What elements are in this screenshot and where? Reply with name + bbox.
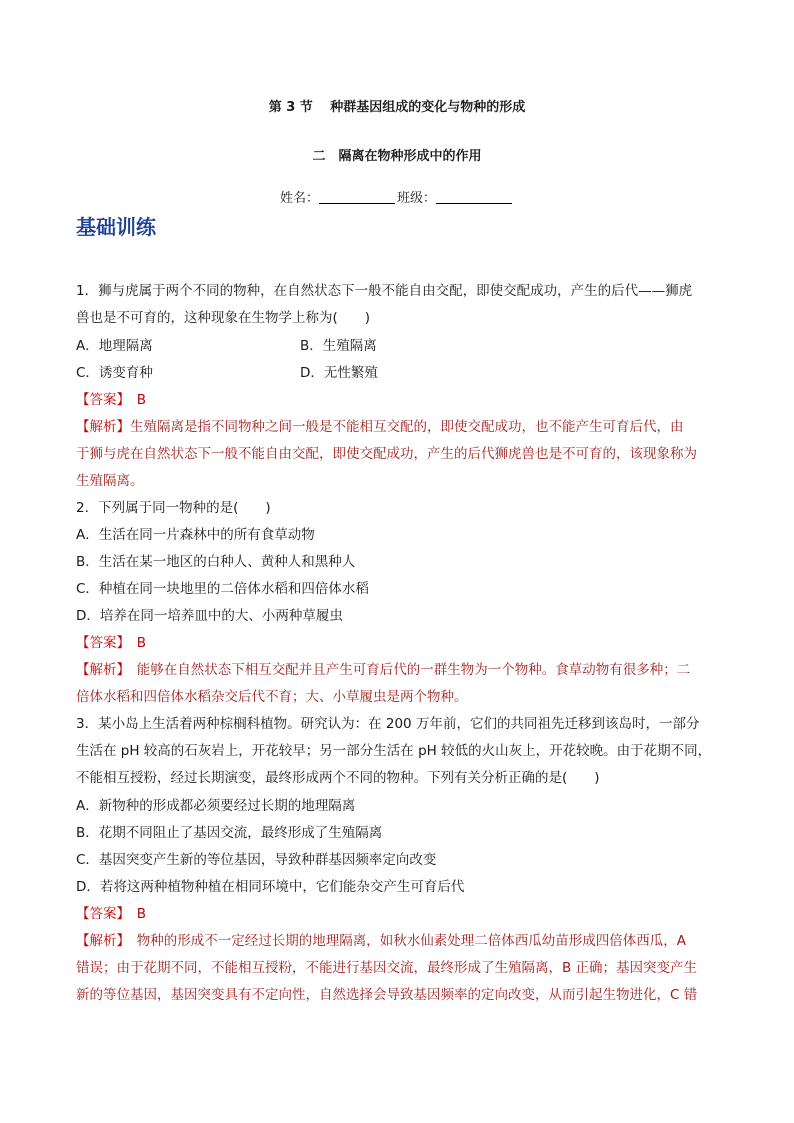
q3-option-c: C．基因突变产生新的等位基因，导致种群基因频率定向改变 [76, 852, 437, 868]
q3-option-a: A．新物种的形成都必须要经过长期的地理隔离 [76, 798, 356, 814]
q2-option-d: D．培养在同一培养皿中的大、小两种草履虫 [76, 608, 343, 624]
name-blank[interactable] [319, 191, 395, 204]
q3-analysis-text1: 物种的形成不一定经过长期的地理隔离，如秋水仙素处理二倍体西瓜幼苗形成四倍体西瓜，A [123, 933, 686, 949]
q2-option-b: B．生活在某一地区的白种人、黄种人和黑种人 [76, 554, 356, 570]
page-title: 第 3 节 种群基因组成的变化与物种的形成 [268, 100, 526, 115]
q2-answer-value: B [123, 635, 147, 651]
q3-answer [76, 905, 146, 923]
page-subtitle: 二 隔离在物种形成中的作用 [312, 149, 482, 164]
q1-answer [76, 391, 146, 409]
q3-stem-line2: 生活在 pH 较高的石灰岩上，开花较早；另一部分生活在 pH 较低的火山灰上，开花较晚。由于花期不同， [76, 743, 712, 759]
q1-answer-value: B [123, 392, 147, 408]
q2-analysis-line1 [76, 661, 690, 679]
q3-option-b: B．花期不同阻止了基因交流，最终形成了生殖隔离 [76, 825, 383, 841]
analysis-label: 【解析】 [76, 933, 124, 949]
answer-label: 【答案】 [76, 392, 124, 408]
q1-option-b: B．生殖隔离 [300, 338, 377, 354]
q2-analysis-line2: 倍体水稻和四倍体水稻杂交后代不育；大、小草履虫是两个物种。 [76, 689, 468, 705]
q3-option-d: D．若将这两种植物种植在相同环境中，它们能杂交产生可育后代 [76, 879, 465, 895]
q3-stem-line3: 不能相互授粉，经过长期演变，最终形成两个不同的物种。下列有关分析正确的是( ) [76, 770, 600, 786]
q2-option-a: A．生活在同一片森林中的所有食草动物 [76, 527, 315, 543]
q1-stem-line2: 兽也是不可育的，这种现象在生物学上称为( ) [76, 310, 371, 326]
q1-stem-line1: 1．狮与虎属于两个不同的物种，在自然状态下一般不能自由交配，即使交配成功，产生的后代——狮虎 [76, 283, 693, 299]
class-label: 班级： [397, 191, 437, 206]
q3-stem-line1: 3．某小岛上生活着两种棕榈科植物。研究认为：在 200 万年前，它们的共同祖先迁移到该岛时，一部分 [76, 716, 700, 732]
q1-option-a: A．地理隔离 [76, 338, 153, 354]
q1-analysis-line2: 于狮与虎在自然状态下一般不能自由交配，即使交配成功，产生的后代狮虎兽也是不可育的，该现象称为 [76, 446, 697, 462]
q2-option-c: C．种植在同一块地里的二倍体水稻和四倍体水稻 [76, 581, 369, 597]
q1-analysis-line1 [76, 418, 684, 436]
q2-analysis-text1: 能够在自然状态下相互交配并且产生可育后代的一群生物为一个物种。食草动物有很多种；二 [123, 662, 691, 678]
q3-analysis-line2: 错误；由于花期不同，不能相互授粉，不能进行基因交流，最终形成了生殖隔离，B 正确；基因突变产生 [76, 960, 698, 976]
analysis-label: 【解析】 [76, 419, 130, 435]
q1-option-c: C．诱变育种 [76, 365, 153, 381]
name-label: 姓名： [279, 191, 319, 206]
q2-answer [76, 634, 146, 652]
class-blank[interactable] [436, 191, 512, 204]
section-heading: 基础训练 [76, 215, 156, 239]
q3-analysis-line1 [76, 932, 686, 950]
analysis-label: 【解析】 [76, 662, 124, 678]
q2-stem: 2．下列属于同一物种的是( ) [76, 500, 271, 516]
q1-option-d: D．无性繁殖 [300, 365, 378, 381]
answer-label: 【答案】 [76, 906, 124, 922]
q1-analysis-text1: 生殖隔离是指不同物种之间一般是不能相互交配的，即使交配成功，也不能产生可育后代，由 [130, 419, 684, 435]
q1-analysis-line3: 生殖隔离。 [76, 473, 144, 489]
q3-analysis-line3: 新的等位基因，基因突变具有不定向性，自然选择会导致基因频率的定向改变，从而引起生物进化，C 错 [76, 987, 698, 1003]
q3-answer-value: B [123, 906, 147, 922]
name-class-line [0, 187, 794, 206]
answer-label: 【答案】 [76, 635, 124, 651]
